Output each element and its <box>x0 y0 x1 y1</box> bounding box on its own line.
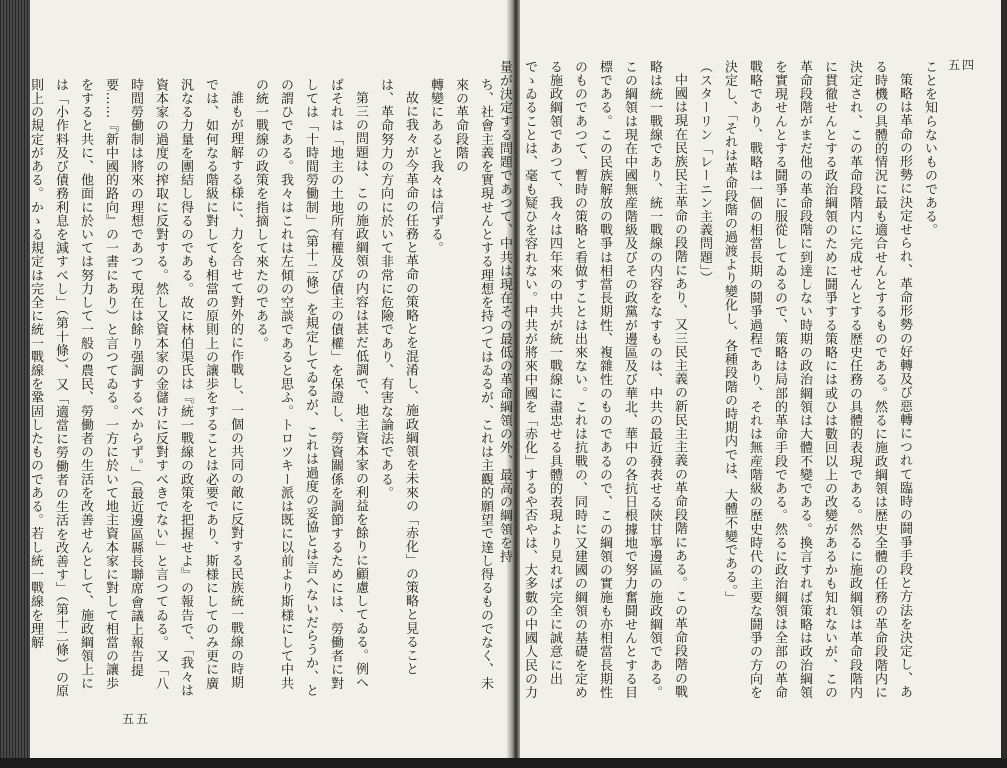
left-page <box>30 0 510 768</box>
right-page <box>497 0 1007 768</box>
right-page-body <box>497 60 942 700</box>
left-page-number: 五五 <box>122 712 151 726</box>
paragraph: 誰もが理解する様に、力を合せて對外的に作戰し、一個の共同の敵に反對する民族統一戰線の時期では、如何なる階級に對しても相當の原則上の讓歩をすることは必要であり、斯様にしてのみ更に廣汎なる力量を團結し得るのである。故に林伯渠氏は『統一戰線の政策を把握せよ』の報告で、「我々は資本家の過度の搾取に反對する。然し又資本家の金儲けに反對すべきでない」と言つてゐる。又「八時間勞働制は將來の理想であつて現在は餘り强調するべからず。」（最近邊區縣長聯席會議上報告提要……『新中國的路向』の一書にあり）と言つてゐる。一方に於いて地主資本家に對して相當の讓歩をすると共に、他面に於いては努力して一般の農民、勞働者の生活を改善せんとして、施政綱領上には「小作料及び債務利息を減すべし」（第十條）、又「適當に勞働者の生活を改善す」（第十二條）の原則上の規定がある。かゝる規定は完全に統一戰線を鞏固したものである。若し統一戰線を理解 <box>28 78 243 698</box>
paragraph: ち、社會主義を實現せんとする理想を持つてはゐるが、これは主觀的願望で達し得るものでなく、未來の革命段階の <box>453 78 493 690</box>
paragraph: 故に我々が今革命の任務と革命の策略とを混淆し、施政綱領を未來の「赤化」の策略と見ることは、革命努力の方向に於いて非常に危險であり、有害な論法である。 <box>378 78 418 676</box>
paragraph: ことを知らないものである。 <box>922 60 937 237</box>
paragraph: 轉變にあると我々は信ずる。 <box>428 78 443 255</box>
citation: （スターリン「レーニン主義問題」） <box>697 60 712 285</box>
paragraph: 策略は革命の形勢に決定せられ、革命形勢の好轉及び惡轉につれて臨時の鬪爭手段と方法を決定し、ある時機の具體的情況に最も適合せんとするものである。然るに施政綱領は歴史全體の任務の革命段階内に決定され、この革命段階内に完成せんとする歴史任務の具體的表現である。然るに施政綱領は革命段階内に貫徹せんとする政治綱領のために鬪爭する策略には或ひは數回以上の改變があるかも知れないが、この革命段階がまだ他の革命段階に到達しない時期の政治綱領は大體不變である。換言すれば策略は政治綱領を實現せんとする鬪爭に服從してゐるので、策略は局部的革命手段である。然るに政治綱領は全部の革命戰略であり、戰略は一個の相當長期の鬪爭過程であり、それは無産階級の歴史時代の主要な鬪爭の方向を決定し、「それは革命段階の過渡より變化し、各種段階の時期内では、大體不變である。」 <box>722 60 912 700</box>
right-page-number: 五四 <box>948 58 977 72</box>
paragraph: 第三の問題は、この施政綱領の内容は甚だ低調で、地主資本家の利益を餘りに顧慮してゐる。例へばそれは「地主の土地所有權及び債主の債權」を保證し、勞資關係を調節するためには、勞働者に對しては「十時間勞働制」（第十二條）を規定してゐるが、これは過度の妥協とは言へないだらうか、との謂ひである。我々はこれは左傾の空談であると思ふ。トロツキー派は既に以前より斯様にして中共の統一戰線の政策を指摘して來たのである。 <box>253 78 368 698</box>
scan-border-right <box>1001 0 1007 768</box>
scan-border-bottom <box>0 758 1007 768</box>
paragraph: 中國は現在民族民主革命の段階にあり、又三民主義の新民主主義の革命段階にある。この革命段階の戰略は統一戰線であり、統一戰線の内容をなすものは、中共の最近發表せる陝甘寧邊區の施政綱領である。この綱領は現在中國無産階級及びその政黨が邊區及び華北、華中の各抗日根據地で努力奮鬪せんとする目標である。この民族解放の戰爭は相當長期性、複雜性のものであるので、この綱領の實施も亦相當長期性のものであつて、暫時の策略と看做すことは出來ない。これは抗戰の、同時に又建國の綱領の基礎を定める施政綱領であつて、我々は四年來の中共が統一戰線に盡忠せる具體的表現より見れば完全に誠意に出でゝゐることは、毫も疑ひを容れない。中共が將來中國を「赤化」するや否やは、大多數の中國人民の力量が決定する問題であつて、中共は現在その最低の革命綱領の外、最高の綱領を持 <box>497 60 687 700</box>
left-page-body <box>28 78 498 698</box>
